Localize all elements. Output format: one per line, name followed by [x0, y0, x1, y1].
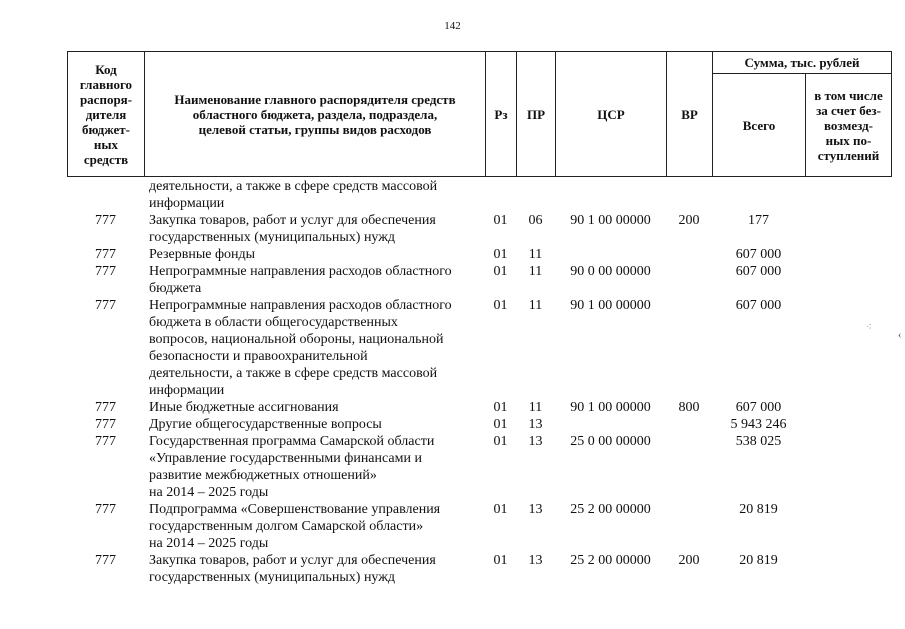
cell-incl [805, 501, 891, 552]
header-name [145, 52, 486, 177]
cell-name-line: вопросов, национальной обороны, национальной [149, 332, 444, 347]
table-row [67, 433, 891, 501]
cell-name-line: государственных (муниципальных) нужд [149, 230, 396, 245]
scan-artifact: ⁖ [866, 322, 872, 333]
cell-pr: 13 [528, 502, 543, 517]
cell-code [67, 178, 144, 212]
cell-pr: 11 [528, 247, 543, 262]
cell-name [144, 416, 485, 433]
cell-total: 177 [748, 213, 769, 228]
cell-pr: 13 [528, 434, 543, 449]
cell-code: 777 [95, 264, 116, 279]
cell-rz: 01 [493, 434, 508, 449]
cell-code: 777 [95, 298, 116, 313]
cell-name [144, 501, 485, 552]
cell-name-line: Закупка товаров, работ и услуг для обеспечения [149, 553, 436, 568]
scan-artifact: ‹ [898, 330, 902, 341]
cell-vr [666, 178, 712, 212]
cell-incl [805, 297, 891, 399]
header-name-line: целевой статьи, группы видов расходов [198, 121, 432, 137]
cell-name [144, 297, 485, 399]
cell-vr [666, 246, 712, 263]
table-row [67, 212, 891, 246]
cell-rz: 01 [493, 553, 508, 568]
cell-code: 777 [95, 502, 116, 517]
cell-csr: 90 1 00 00000 [570, 213, 651, 228]
cell-vr [666, 433, 712, 501]
cell-vr [666, 501, 712, 552]
header-pr: ПР [517, 52, 556, 177]
cell-name-line: Другие общегосударственные вопросы [149, 417, 382, 432]
cell-total: 538 025 [735, 434, 782, 449]
header-incl-line: в том числе [814, 87, 883, 103]
cell-csr: 90 1 00 00000 [570, 298, 651, 313]
cell-name [144, 246, 485, 263]
cell-code: 777 [95, 400, 116, 415]
cell-csr: 25 2 00 00000 [570, 553, 651, 568]
cell-name-line: Резервные фонды [149, 247, 256, 262]
cell-total: 20 819 [739, 502, 778, 517]
header-code-line: дителя [85, 106, 127, 122]
table-row [67, 399, 891, 416]
cell-name-line: деятельности, а также в сфере средств массовой [149, 366, 438, 381]
table-row [67, 246, 891, 263]
cell-name-line: государственным долгом Самарской области» [149, 519, 424, 534]
cell-incl [805, 263, 891, 297]
cell-name-line: информации [149, 383, 225, 398]
cell-rz: 01 [493, 400, 508, 415]
cell-rz: 01 [493, 502, 508, 517]
header-incl-line: ных по- [825, 132, 872, 148]
cell-pr: 11 [528, 298, 543, 313]
cell-name [144, 212, 485, 246]
cell-name [144, 433, 485, 501]
cell-csr: 90 1 00 00000 [570, 400, 651, 415]
cell-pr: 06 [528, 213, 543, 228]
cell-total: 607 000 [735, 247, 782, 262]
cell-incl [805, 416, 891, 433]
cell-rz [485, 178, 516, 212]
cell-incl [805, 246, 891, 263]
cell-pr [516, 178, 555, 212]
cell-name-line: Закупка товаров, работ и услуг для обеспечения [149, 213, 436, 228]
header-vr: ВР [667, 52, 713, 177]
header-incl-line: за счет без- [816, 102, 881, 118]
cell-incl [805, 552, 891, 586]
cell-code: 777 [95, 434, 116, 449]
table-body [67, 178, 891, 586]
cell-vr: 200 [678, 213, 700, 228]
cell-total: 20 819 [739, 553, 778, 568]
table-row [67, 178, 891, 212]
page-number: 142 [444, 20, 461, 32]
cell-csr: 90 0 00 00000 [570, 264, 651, 279]
cell-name [144, 178, 485, 212]
table-row [67, 297, 891, 399]
table-row [67, 416, 891, 433]
cell-pr: 11 [528, 400, 543, 415]
cell-pr: 11 [528, 264, 543, 279]
cell-total: 607 000 [735, 400, 782, 415]
header-csr: ЦСР [556, 52, 667, 177]
cell-csr [555, 178, 666, 212]
cell-csr: 25 0 00 00000 [570, 434, 651, 449]
header-name-line: Наименование главного распорядителя средств [174, 91, 456, 107]
cell-pr: 13 [528, 553, 543, 568]
cell-vr: 800 [678, 400, 700, 415]
cell-name-line: на 2014 – 2025 годы [149, 485, 269, 500]
cell-total [712, 178, 805, 212]
cell-name-line: деятельности, а также в сфере средств массовой [149, 179, 438, 194]
cell-rz: 01 [493, 264, 508, 279]
cell-pr: 13 [528, 417, 543, 432]
cell-name-line: развитие межбюджетных отношений» [149, 468, 377, 483]
cell-incl [805, 433, 891, 501]
header-rz: Рз [486, 52, 517, 177]
table-header [67, 51, 892, 177]
cell-name-line: Государственная программа Самарской области [149, 434, 435, 449]
header-code-line: бюджет- [81, 121, 130, 137]
cell-name-line: Подпрограмма «Совершенствование управления [149, 502, 441, 517]
cell-vr [666, 297, 712, 399]
cell-name-line: информации [149, 196, 225, 211]
cell-code: 777 [95, 553, 116, 568]
header-code-line: распоря- [79, 91, 133, 107]
header-incl [806, 74, 892, 177]
cell-vr [666, 263, 712, 297]
header-name-line: областного бюджета, раздела, подраздела, [192, 106, 438, 122]
cell-rz: 01 [493, 247, 508, 262]
cell-rz: 01 [493, 417, 508, 432]
header-incl-line: ступлений [817, 147, 880, 163]
cell-name-line: Непрограммные направления расходов областного [149, 264, 452, 279]
cell-name-line: бюджета в области общегосударственных [149, 315, 398, 330]
cell-name-line: безопасности и правоохранительной [149, 349, 368, 364]
cell-name-line: Иные бюджетные ассигнования [149, 400, 339, 415]
cell-vr [666, 416, 712, 433]
cell-name [144, 399, 485, 416]
table-row [67, 501, 891, 552]
header-code-line: средств [83, 151, 129, 167]
header-total: Всего [713, 74, 806, 177]
header-incl-line: возмезд- [824, 117, 873, 133]
cell-incl [805, 178, 891, 212]
cell-code: 777 [95, 417, 116, 432]
cell-csr [555, 416, 666, 433]
table-row [67, 552, 891, 586]
table-row [67, 263, 891, 297]
cell-name-line: «Управление государственными финансами и [149, 451, 422, 466]
cell-total: 5 943 246 [730, 417, 787, 432]
cell-incl [805, 399, 891, 416]
cell-name [144, 263, 485, 297]
cell-csr: 25 2 00 00000 [570, 502, 651, 517]
cell-name-line: на 2014 – 2025 годы [149, 536, 269, 551]
cell-name-line: Непрограммные направления расходов областного [149, 298, 452, 313]
cell-total: 607 000 [735, 298, 782, 313]
cell-vr: 200 [678, 553, 700, 568]
cell-name-line: государственных (муниципальных) нужд [149, 570, 396, 585]
header-sum-title: Сумма, тыс. рублей [713, 52, 892, 74]
header-code-line: главного [79, 76, 133, 92]
cell-csr [555, 246, 666, 263]
header-code [68, 52, 145, 177]
cell-name [144, 552, 485, 586]
cell-name-line: бюджета [149, 281, 202, 296]
cell-code: 777 [95, 213, 116, 228]
cell-total: 607 000 [735, 264, 782, 279]
header-code-line: Код [95, 61, 117, 77]
cell-rz: 01 [493, 298, 508, 313]
cell-incl [805, 212, 891, 246]
cell-rz: 01 [493, 213, 508, 228]
cell-code: 777 [95, 247, 116, 262]
header-code-line: ных [93, 136, 119, 152]
